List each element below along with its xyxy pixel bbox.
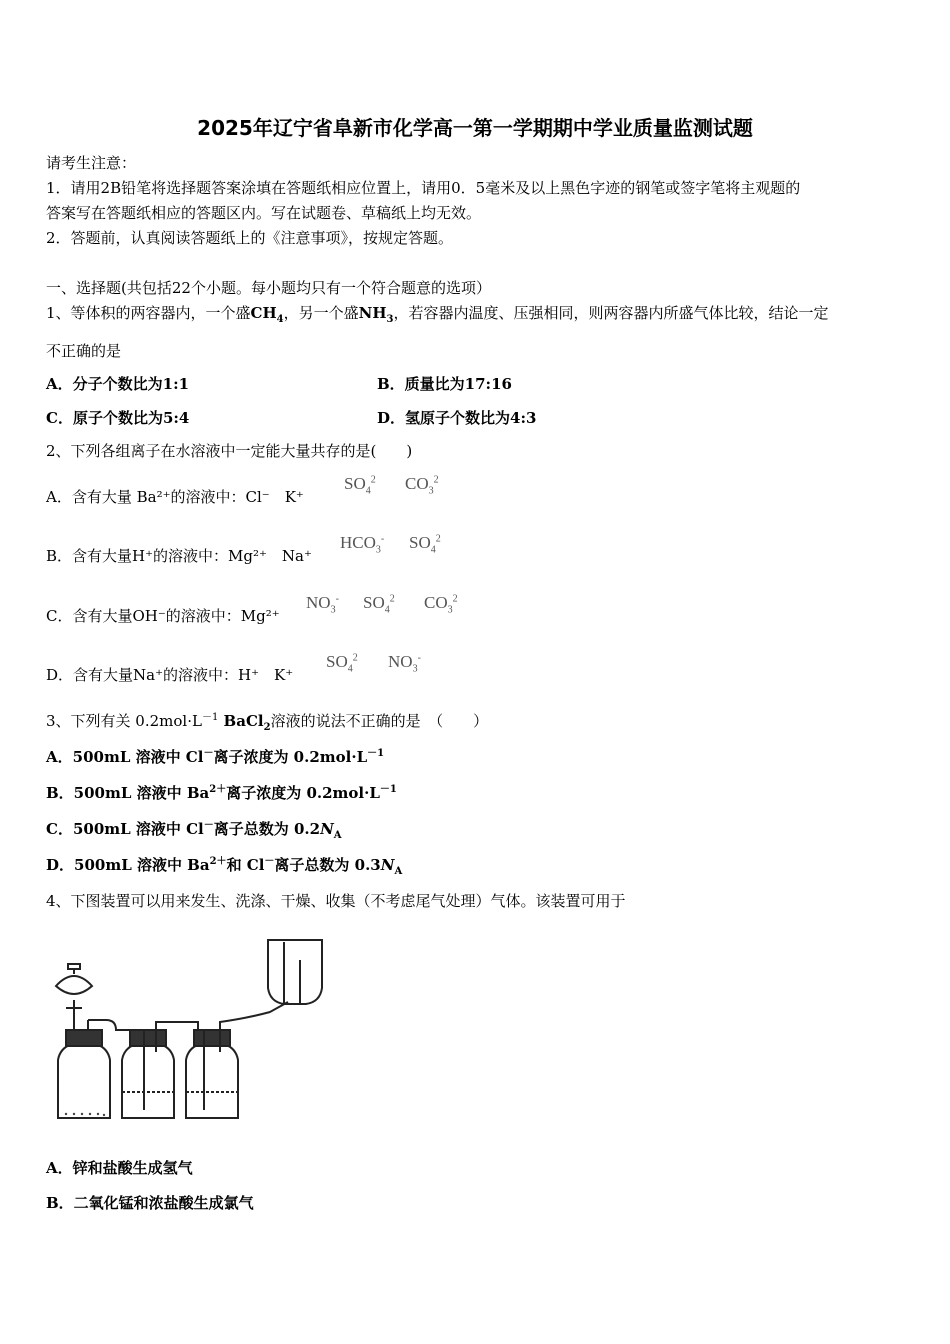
q1-stem-a: 1、等体积的两容器内，一个盛 — [46, 304, 251, 322]
q2-d-ion-nitrate: $NO_3^-$ — [388, 652, 421, 675]
q1-option-c: C．原子个数比为5:4 — [46, 409, 190, 427]
q4-option-b: B．二氧化锰和浓盐酸生成氯气 — [46, 1194, 254, 1212]
q3-option-c: C．500mL 溶液中 Cl－离子总数为 $0.2N_A$ — [46, 820, 342, 841]
q2-option-c: C．含有大量OH⁻的溶液中：Mg²⁺ — [46, 607, 280, 625]
page-title: 2025年辽宁省阜新市化学高一第一学期期中学业质量监测试题 — [197, 116, 753, 140]
q3-option-b: B．500mL 溶液中 $Ba^{2+}$离子浓度为 $0.2mol\cdot L^{-1}$ — [46, 784, 397, 802]
notice-line-1: 1．请用2B铅笔将选择题答案涂填在答题纸相应位置上，请用0．5毫米及以上黑色字迹的钢笔或签字笔将主观题的 — [46, 179, 801, 197]
notice-line-3: 2．答题前，认真阅读答题纸上的《注意事项》，按规定答题。 — [46, 229, 454, 247]
q1-option-a: A．分子个数比为1:1 — [46, 375, 190, 393]
q2-c-ion-carbonate: $CO_3^2$ — [424, 593, 458, 616]
q2-c-ion-sulfate: $SO_4^2$ — [363, 593, 395, 616]
ch4-formula: $CH_4$ — [250, 304, 284, 325]
gas-apparatus-diagram — [48, 930, 338, 1140]
notice-heading: 请考生注意： — [46, 154, 137, 172]
q3-option-d: D．500mL 溶液中 $Ba^{2+}$和 Cl－离子总数为 $0.3N_A$ — [46, 856, 403, 877]
q3-option-a: A．500mL 溶液中 Cl－离子浓度为 $0.2mol\cdot L^{-1}$ — [46, 748, 385, 766]
q4-option-a: A．锌和盐酸生成氢气 — [46, 1159, 193, 1177]
q4-stem: 4、下图装置可以用来发生、洗涤、干燥、收集（不考虑尾气处理）气体。该装置可用于 — [46, 892, 626, 910]
q2-option-d: D．含有大量Na⁺的溶液中：H⁺ K⁺ — [46, 666, 294, 684]
q1-option-b: B．质量比为17:16 — [377, 375, 512, 393]
q2-option-b: B．含有大量H⁺的溶液中：Mg²⁺ Na⁺ — [46, 547, 312, 565]
q2-a-ion-sulfate: $SO_4^2$ — [344, 474, 376, 497]
q2-b-ion-sulfate: $SO_4^2$ — [409, 533, 441, 556]
q1-stem-line2: 不正确的是 — [46, 342, 122, 360]
q2-a-ion-carbonate: $CO_3^2$ — [405, 474, 439, 497]
q2-b-ion-bicarbonate: $HCO_3^-$ — [340, 533, 385, 556]
q2-c-ion-nitrate: $NO_3^-$ — [306, 593, 339, 616]
section-heading: 一、选择题(共包括22个小题。每小题均只有一个符合题意的选项） — [46, 279, 491, 297]
q2-stem: 2、下列各组离子在水溶液中一定能大量共存的是( ) — [46, 442, 413, 460]
q1-stem: 1、等体积的两容器内，一个盛$CH_4$，另一个盛$NH_3$，若容器内温度、压强相同，则两容器内所盛气体比较，结论一定 — [46, 304, 829, 325]
q3-stem: 3、下列有关 $0.2mol\cdot L^{-1}$ BaCl$_2$溶液的说法不正确的是 （ ） — [46, 712, 489, 733]
notice-line-2: 答案写在答题纸相应的答题区内。写在试题卷、草稿纸上均无效。 — [46, 204, 482, 222]
nh3-formula: $NH_3$ — [358, 304, 394, 325]
q2-d-ion-sulfate: $SO_4^2$ — [326, 652, 358, 675]
q2-option-a: A．含有大量 Ba²⁺的溶液中：Cl⁻ K⁺ — [46, 488, 304, 506]
q1-option-d: D．氢原子个数比为4:3 — [377, 409, 537, 427]
